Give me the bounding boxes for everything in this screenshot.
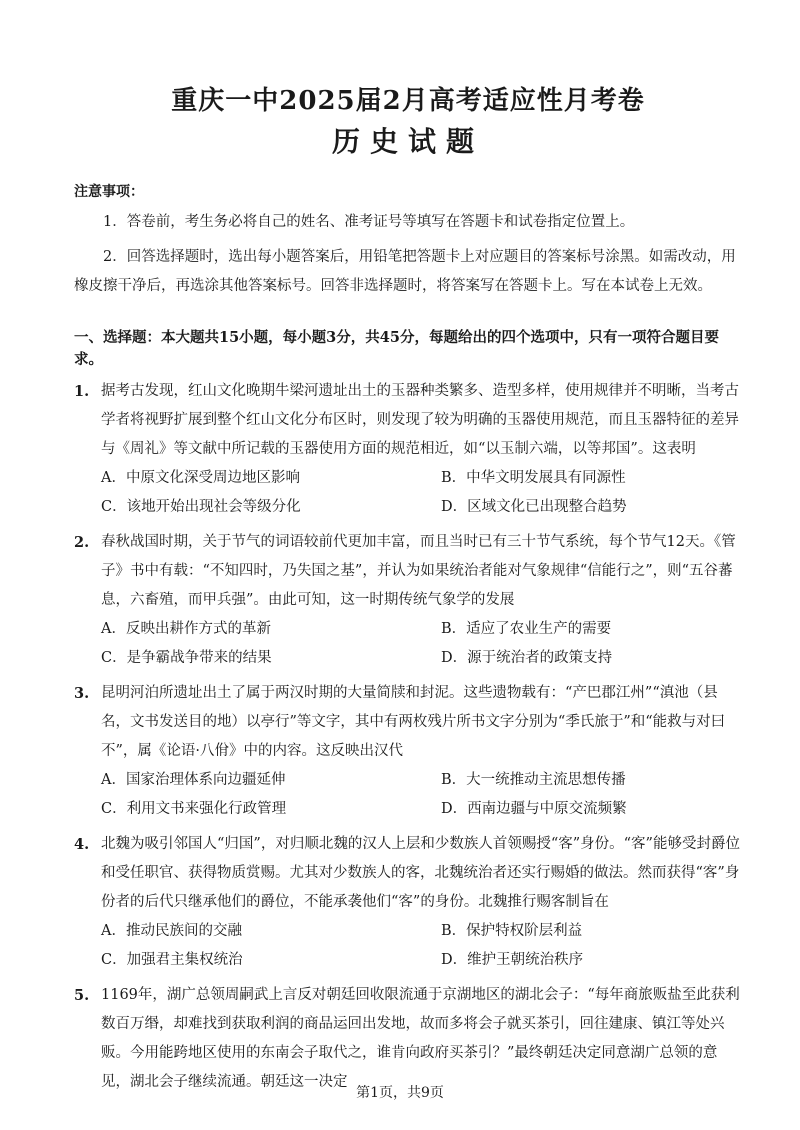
question-stem: 昆明河泊所遗址出土了属于两汉时期的大量简牍和封泥。这些遗物载有：“产巴郡江州”“滇池（县名，文书发送目的地）以亭行”等文字，其中有两枚残片所书文字分别为“季氏旅于”和“能救与对曰不”，属《论语·八佾》中的内容。这反映出汉代 <box>101 685 726 759</box>
exam-subtitle: 历史试题 <box>331 125 484 158</box>
option-a: A．中原文化深受周边地区影响 <box>101 470 300 486</box>
question-5 <box>74 981 742 1097</box>
option-list <box>101 917 742 975</box>
notice-item-1: 1．答卷前，考生务必将自己的姓名、准考证号等填写在答题卡和试卷指定位置上。 <box>103 214 635 230</box>
option-b: B．中华文明发展具有同源性 <box>441 470 626 486</box>
option-list <box>101 464 742 522</box>
option-a: A．国家治理体系向边疆延伸 <box>101 772 286 788</box>
option-a: A．推动民族间的交融 <box>101 923 242 939</box>
page-number: 第1页，共9页 <box>356 1085 444 1101</box>
option-c: C．该地开始出现社会等级分化 <box>101 499 301 515</box>
option-a: A．反映出耕作方式的革新 <box>101 621 271 637</box>
option-d: D．区域文化已出现整合趋势 <box>441 499 627 515</box>
option-list <box>101 766 742 824</box>
question-number: 1. <box>74 383 90 400</box>
question-stem: 据考古发现，红山文化晚期牛梁河遗址出土的玉器种类繁多、造型多样，使用规律并不明晰，当考古学者将视野扩展到整个红山文化分布区时，则发现了较为明确的玉器使用规范，而且玉器特征的差异与《周礼》等文献中所记载的玉器使用方面的规范相近，如“以玉制六端，以等邦国”。这表明 <box>101 383 739 457</box>
option-b: B．大一统推动主流思想传播 <box>441 772 626 788</box>
notice-heading: 注意事项： <box>74 184 144 200</box>
option-b: B．保护特权阶层利益 <box>441 923 583 939</box>
question-1 <box>74 377 742 522</box>
option-d: D．西南边疆与中原交流频繁 <box>441 801 627 817</box>
question-number: 3. <box>74 685 90 702</box>
question-number: 4. <box>74 836 90 853</box>
option-d: D．源于统治者的政策支持 <box>441 650 613 666</box>
exam-title: 重庆一中2025届2月高考适应性月考卷 <box>171 86 645 116</box>
question-2 <box>74 528 742 673</box>
question-stem: 春秋战国时期，关于节气的词语较前代更加丰富，而且当时已有三十节气系统，每个节气12天。《管子》书中有载：“不知四时，乃失国之基”，并认为如果统治者能对气象规律“信能行之”，则“五谷蕃息，六畜殖，而甲兵强”。由此可知，这一时期传统气象学的发展 <box>101 534 736 608</box>
question-number: 2. <box>74 534 90 551</box>
option-c: C．利用文书来强化行政管理 <box>101 801 287 817</box>
section-heading: 一、选择题：本大题共15小题，每小题3分，共45分，每题给出的四个选项中，只有一项符合题目要求。 <box>74 329 719 368</box>
notice-item-2: 2．回答选择题时，选出每小题答案后，用铅笔把答题卡上对应题目的答案标号涂黑。如需改动，用橡皮擦干净后，再选涂其他答案标号。回答非选择题时，将答案写在答题卡上。写在本试卷上无效。 <box>74 249 736 294</box>
question-stem: 1169年，湖广总领周嗣武上言反对朝廷回收限流通于京湖地区的湖北会子：“每年商旅贩盐至此获利数百万缗，却难找到获取利润的商品运回出发地，故而多将会子就买茶引，回往建康、镇江等处兴贩。今用能跨地区使用的东南会子取代之，谁肯向政府买茶引？”最终朝廷决定同意湖广总领的意见，湖北会子继续流通。朝廷这一决定 <box>101 987 740 1090</box>
question-4 <box>74 830 742 975</box>
question-3 <box>74 679 742 824</box>
option-c: C．是争霸战争带来的结果 <box>101 650 272 666</box>
option-list <box>101 615 742 673</box>
option-c: C．加强君主集权统治 <box>101 952 243 968</box>
question-number: 5. <box>74 987 90 1004</box>
question-stem: 北魏为吸引邻国人“归国”，对归顺北魏的汉人上层和少数族人首领赐授“客”身份。“客”能够受封爵位和受任职官、获得物质赏赐。尤其对少数族人的客，北魏统治者还实行赐婚的做法。然而获得“客”身份者的后代只继承他们的爵位，不能承袭他们“客”的身份。北魏推行赐客制旨在 <box>101 836 740 910</box>
option-d: D．维护王朝统治秩序 <box>441 952 584 968</box>
option-b: B．适应了农业生产的需要 <box>441 621 612 637</box>
